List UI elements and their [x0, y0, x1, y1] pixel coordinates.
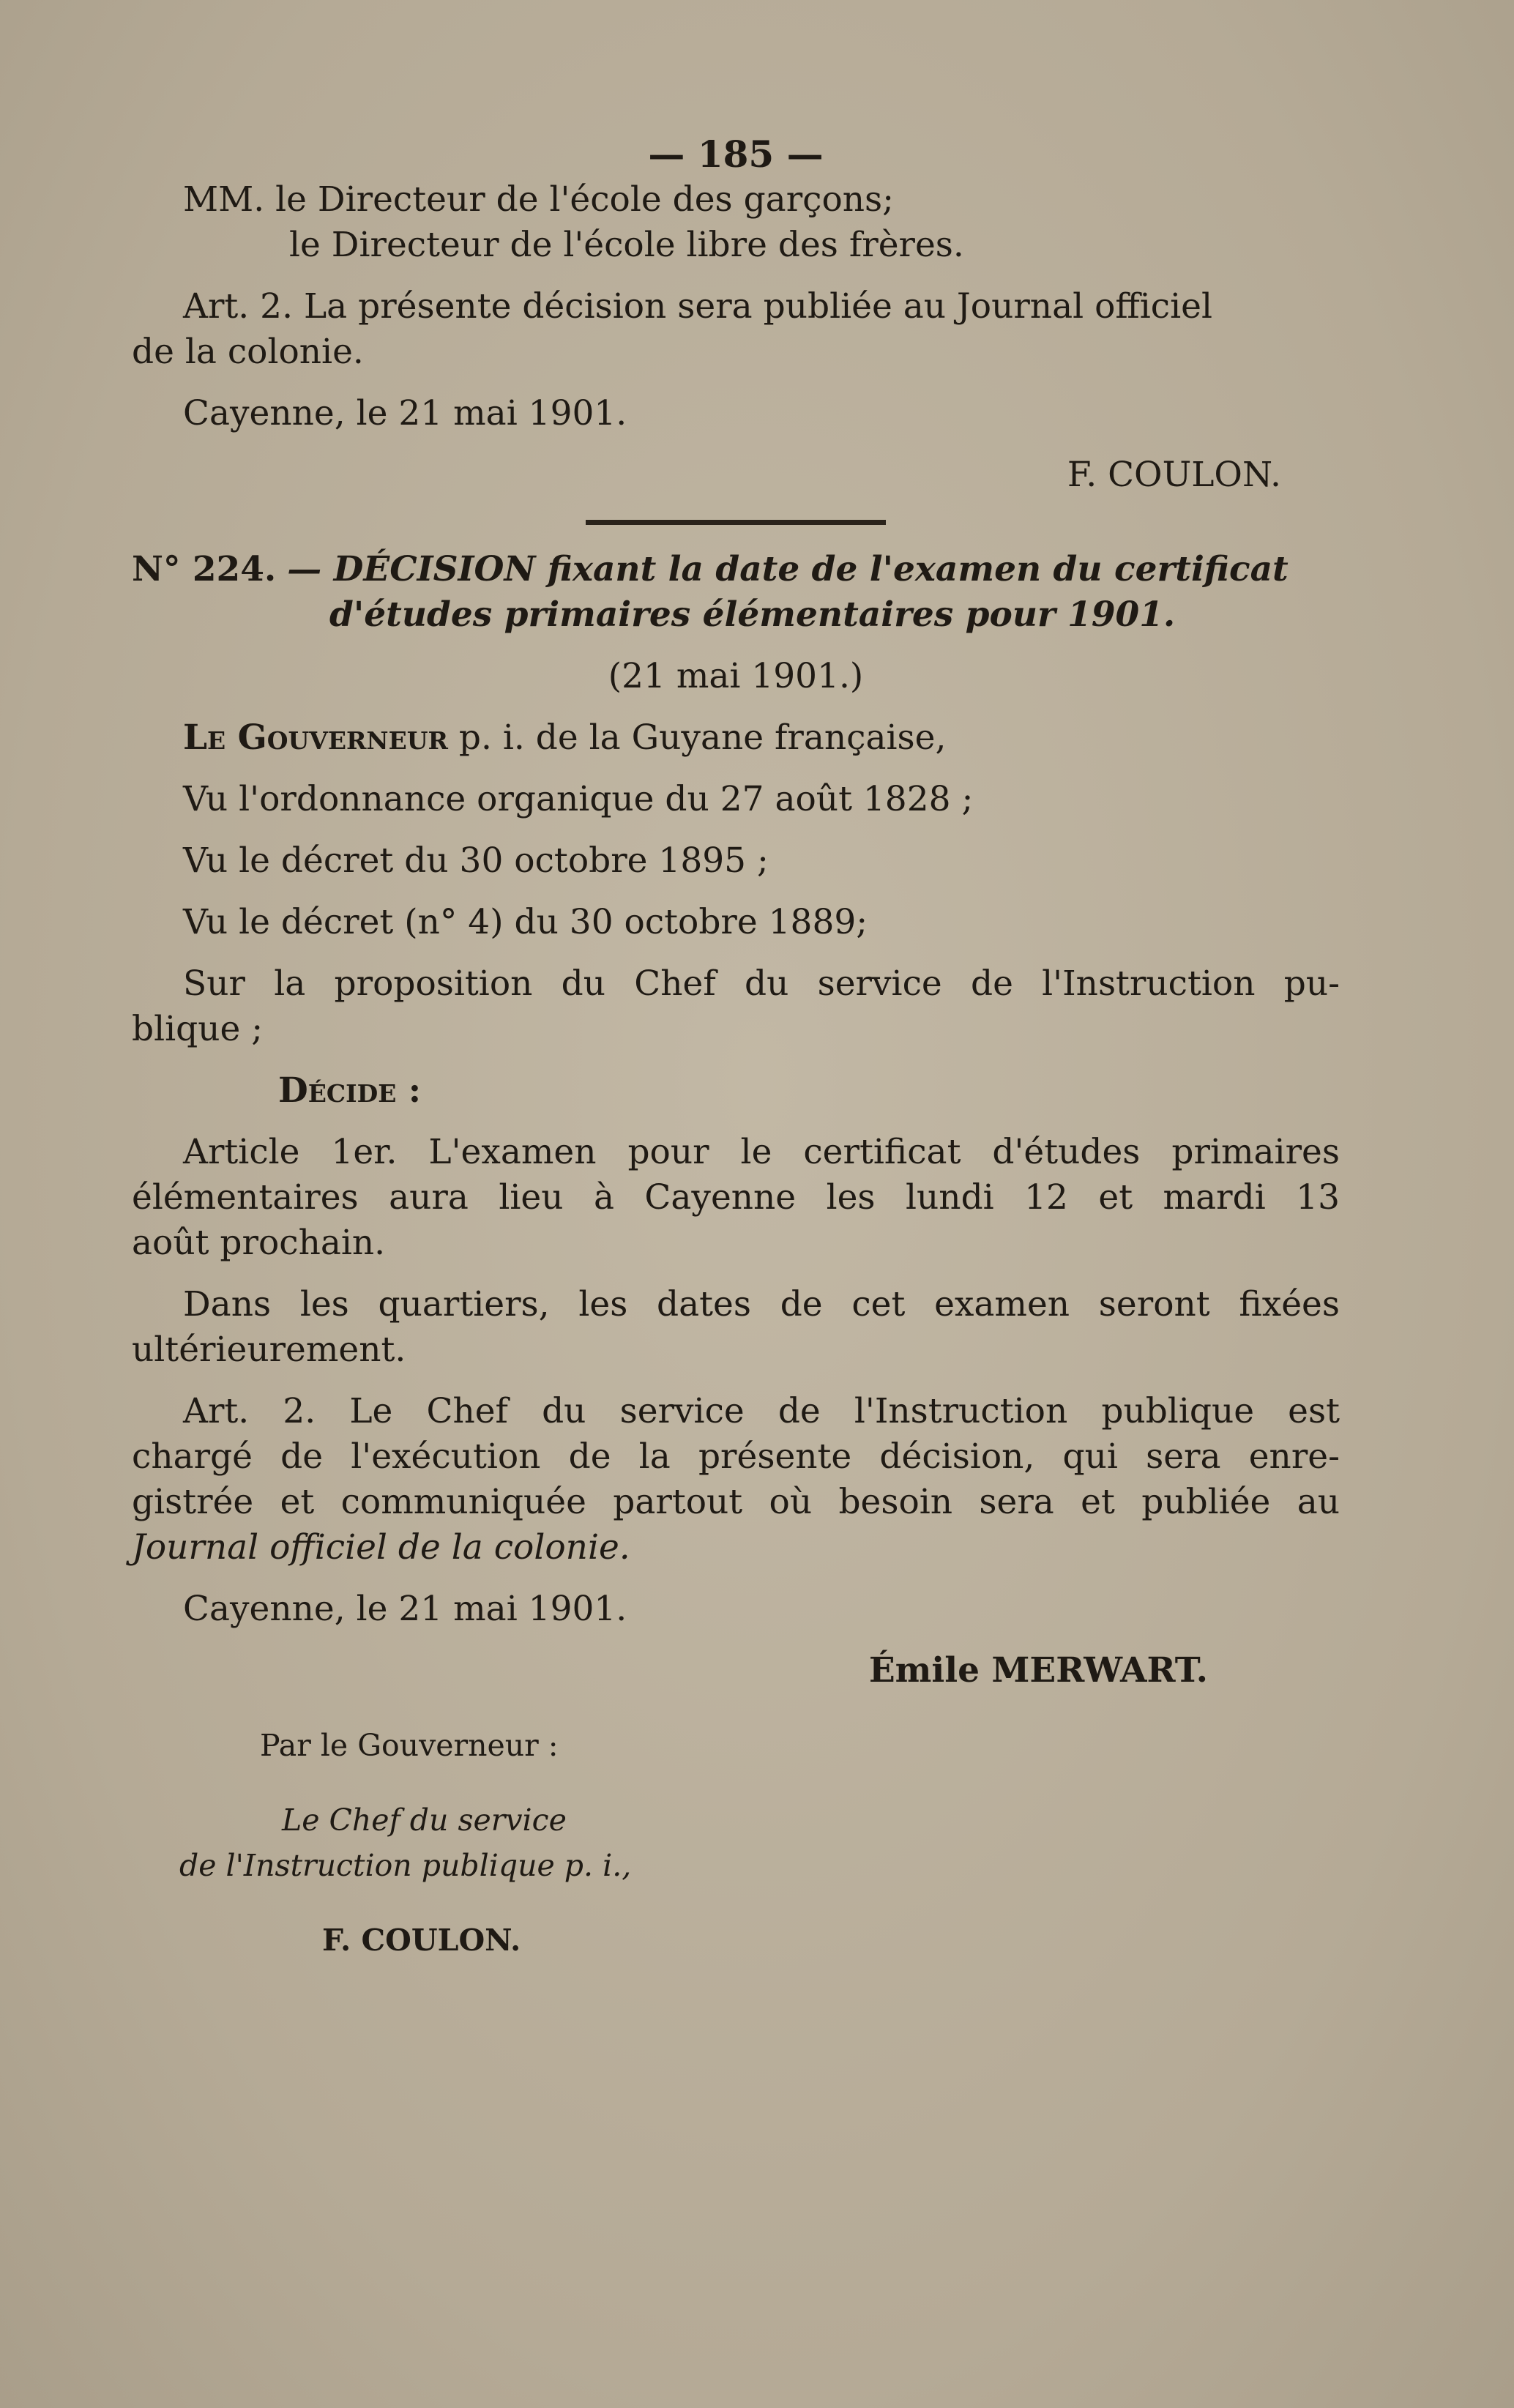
- governor-rest: p. i. de la Guyane française,: [458, 717, 947, 758]
- chef-service-line: de l'Instruction publique p. i.,: [179, 1848, 632, 1883]
- decide-heading: Décide :: [278, 1070, 422, 1111]
- governor-line: [132, 715, 1340, 761]
- decision-title-line: — DÉCISION fixant la date de l'examen du certificat: [287, 549, 1289, 589]
- decision-number: N° 224.: [132, 549, 277, 589]
- proposition-line: Sur la proposition du Chef du service de l'Instruction pu-: [183, 963, 1340, 1004]
- signature: F. COULON.: [322, 1923, 521, 1958]
- vu-line: Vu l'ordonnance organique du 27 août 1828 ;: [183, 779, 974, 819]
- par-le-gouverneur: Par le Gouverneur :: [260, 1728, 559, 1763]
- article-1-line: Article 1er. L'examen pour le certificat d'études primaires: [183, 1132, 1340, 1172]
- decision-date: (21 mai 1901.): [608, 656, 864, 696]
- signature: Émile MERWART.: [868, 1650, 1208, 1691]
- page-content: [132, 132, 1340, 1963]
- article-2-line: chargé de l'exécution de la présente décision, qui sera enre-: [132, 1436, 1340, 1477]
- text-line: le Directeur de l'école libre des frères.: [289, 225, 964, 265]
- article-1-line: élémentaires aura lieu à Cayenne les lundi 12 et mardi 13: [132, 1177, 1340, 1218]
- divider-rule: [586, 520, 886, 525]
- text-line: MM. le Directeur de l'école des garçons;: [183, 179, 895, 220]
- decision-title-line: d'études primaires élémentaires pour 1901.: [329, 594, 1176, 635]
- vu-line: Vu le décret du 30 octobre 1895 ;: [183, 840, 769, 881]
- proposition-line: blique ;: [132, 1009, 264, 1049]
- quartiers-line: ultérieurement.: [132, 1330, 406, 1370]
- article-2-line: Art. 2. Le Chef du service de l'Instruction publique est: [183, 1391, 1340, 1431]
- page-number: — 185 —: [648, 133, 824, 176]
- signature: F. COULON.: [1067, 455, 1281, 495]
- article-2-line: Journal officiel de la colonie.: [132, 1527, 630, 1568]
- governor-title: Le Gouverneur: [183, 717, 448, 758]
- article-2-line: Art. 2. La présente décision sera publiée au Journal officiel: [183, 286, 1212, 327]
- article-1-line: août prochain.: [132, 1223, 386, 1263]
- article-2-line: gistrée et communiquée partout où besoin sera et publiée au: [132, 1482, 1340, 1522]
- date-line: Cayenne, le 21 mai 1901.: [183, 1589, 627, 1629]
- decision-title: [132, 547, 1340, 592]
- text-line: de la colonie.: [132, 332, 364, 372]
- quartiers-line: Dans les quartiers, les dates de cet examen seront fixées: [183, 1284, 1340, 1324]
- vu-line: Vu le décret (n° 4) du 30 octobre 1889;: [183, 902, 868, 942]
- date-line: Cayenne, le 21 mai 1901.: [183, 393, 627, 433]
- chef-service-line: Le Chef du service: [282, 1803, 567, 1838]
